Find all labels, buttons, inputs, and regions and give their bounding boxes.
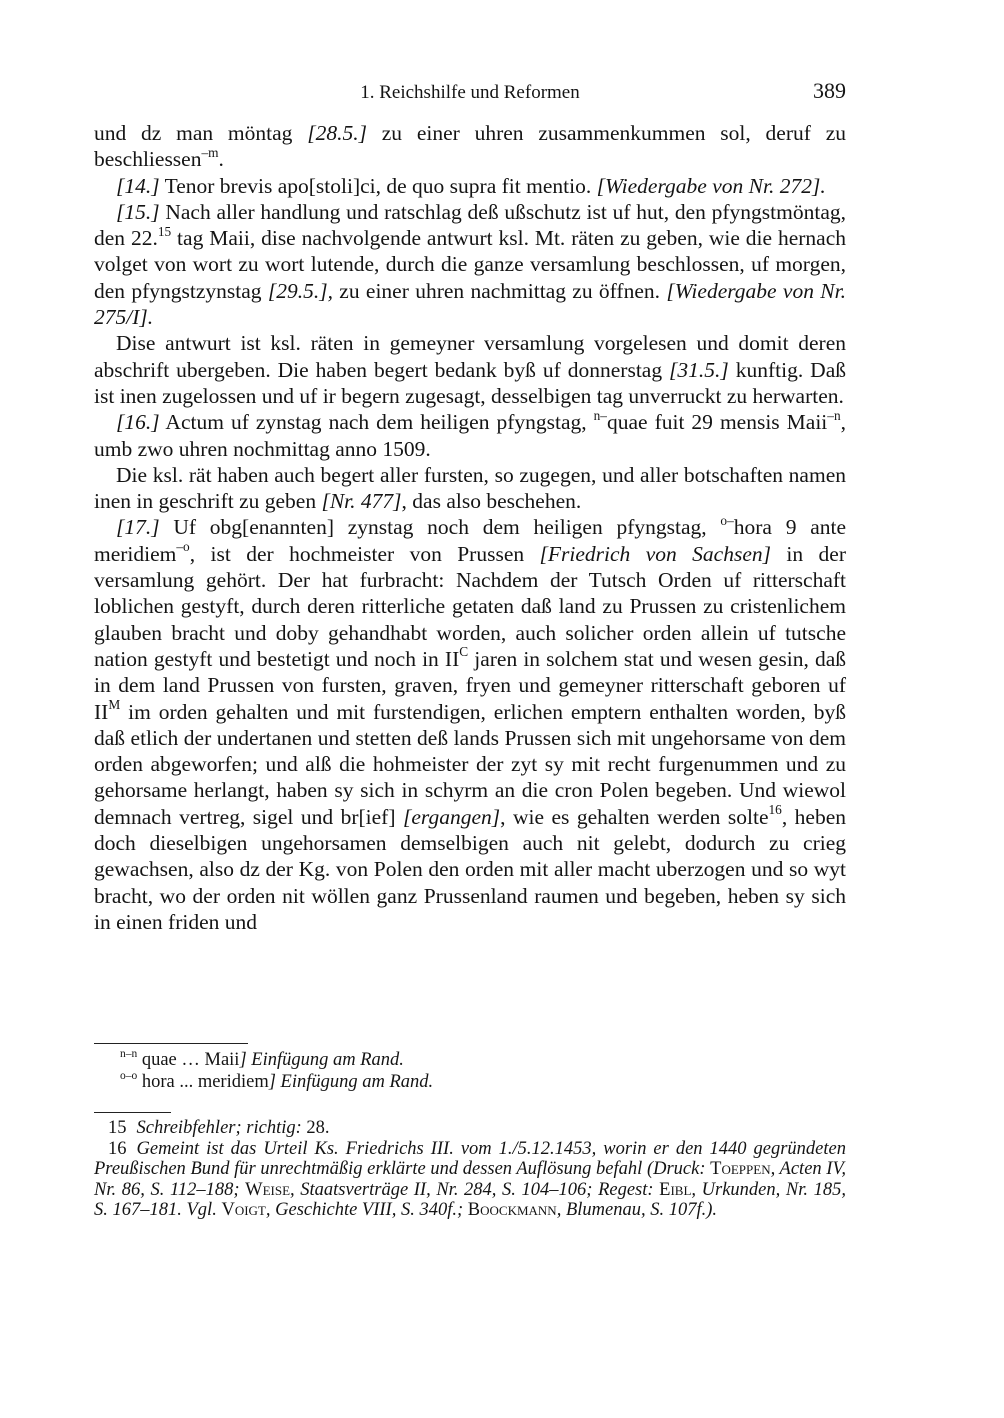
text-run: jaren in solchem stat und wesen gesin, daß in dem land Prussen von fursten, graven, fryen und gemeyner ritterschaft geboren uf II (94, 646, 847, 724)
paragraph (94, 120, 846, 173)
running-head (94, 80, 846, 108)
apparatus-divider (94, 1043, 248, 1044)
paragraph (94, 173, 846, 199)
paragraph (94, 330, 846, 409)
author-name: Toeppen (710, 1159, 771, 1179)
author-name: Weise (245, 1179, 291, 1200)
date-annotation: [29.5.], (267, 278, 333, 303)
date-annotation: [28.5.] (307, 121, 367, 145)
footnote-text: , Geschichte VIII, S. 340f.; (265, 1200, 468, 1220)
editorial-note: [Nr. 477] (321, 489, 402, 514)
footnote-text: , Blumenau, S. 107f.). (556, 1200, 717, 1220)
text-run: Dise antwurt ist ksl. räten in gemeyner versamlung vorgelesen und domit deren abschrift ubergeben. Die haben begert bedank byß uf donnerstag (94, 331, 846, 382)
section-number: [16.] (116, 410, 160, 435)
footnote-number: 16 (108, 1138, 127, 1159)
running-title: 1. Reichshilfe und Reformen (360, 82, 580, 103)
section-number: [15.] (116, 199, 160, 224)
text-run: Uf obg[enannten] zynstag noch dem heiligen pfyngstag, (159, 515, 721, 540)
paragraph (94, 409, 846, 462)
apparatus-mark: n– (593, 407, 607, 423)
roman-superscript: M (108, 697, 121, 713)
text-run: , das also beschehen. (401, 489, 582, 514)
text-run: im orden gehalten und mit furstendigen, erlichen emptern enthalten worden, byß daß etlich der undertanen und stetten deß lands Prussen sich mit ungehorsame von dem orden abgeworfen; und alß die hohmeister der zyt sy mit recht furgenummen und zu gehorsame herlangt, haben sy sich in schyrm an die cron Polen begeben. Und wiewol demnach vertreg, sigel und br[ief] (94, 699, 846, 829)
text-run: zu einer uhren zusammenkummen sol, deruf zu beschliessen (94, 121, 846, 172)
author-name: Eibl (659, 1179, 692, 1200)
section-number: [14.] (116, 173, 160, 198)
footnote (94, 1139, 846, 1221)
footnote-ref: 16 (768, 802, 782, 818)
footnote-divider (94, 1112, 171, 1113)
page-number: 389 (813, 78, 846, 103)
editorial-note: [Friedrich von Sachsen] (539, 541, 771, 566)
apparatus-mark: –n (827, 407, 841, 423)
footnote-text: 28. (301, 1118, 330, 1138)
text-run: Actum uf zynstag nach dem heiligen pfyngstag, (159, 410, 594, 435)
critical-apparatus (94, 1049, 846, 1093)
apparatus-lemma: hora ... meridiem (137, 1072, 269, 1092)
footnote-text: , Staatsverträge II, Nr. 284, S. 104–106; Regest: (290, 1179, 660, 1200)
text-run: . (218, 147, 224, 172)
apparatus-lemma: quae … Maii (137, 1050, 240, 1070)
footnote-number: 15 (108, 1118, 127, 1138)
apparatus-mark: –o (176, 539, 190, 555)
author-name: Boockmann (467, 1200, 557, 1220)
text-run: und dz man möntag (94, 121, 308, 145)
apparatus-mark: –m (201, 144, 219, 160)
editorial-note: [Wiedergabe von Nr. 275/I]. (94, 278, 846, 330)
text-run: tag Maii, dise nachvolgende antwurt ksl. Mt. räten zu geben, wie die hernach volget von wort zu wort lutende, durch die ganze versamlung beschlossen, uf morgen, den pfyngstzynstag (94, 226, 847, 303)
text-run: , ist der hochmeister von Prussen (189, 541, 540, 566)
roman-superscript: C (459, 644, 469, 660)
text-run: in der versamlung gehört. Der hat furbracht: Nachdem der Tutsch Orden uf ritterschaft loblichen gestyft, durch deren ritterliche getaten daß land zu Prussen zu cristenlichem glauben bracht und doby gehandhabt worden, auch solicher orden allein uf tutsche nation gestyft und bestetigt und noch in II (94, 541, 846, 671)
apparatus-sigla: n–n (120, 1047, 138, 1060)
editorial-note: [Wiedergabe von Nr. 272]. (596, 173, 826, 198)
footnote-text: Gemeint ist das Urteil Ks. Friedrichs III. vom 1./5.12.1453, worin er den 1440 gegründeten Preußischen Bund für unrechtmäßig erklärte und dessen Auflösung befahl (Druck: (94, 1138, 846, 1179)
footnote-ref: 15 (157, 223, 172, 239)
apparatus-note: ] Einfügung am Rand. (268, 1072, 434, 1092)
footnote-text: , Urkunden, Nr. 185, S. 167–181. Vgl. (94, 1179, 846, 1220)
apparatus-entry (94, 1071, 846, 1093)
author-name: Voigt (221, 1200, 266, 1220)
main-text (94, 120, 846, 935)
apparatus-mark: o– (720, 512, 734, 528)
paragraph (94, 199, 846, 330)
text-run: hora 9 ante meridiem (94, 515, 847, 566)
footnotes (94, 1118, 846, 1221)
text-run: , wie es gehalten werden solte (500, 804, 769, 829)
text-run: , umb zwo uhren nochmittag anno 1509. (94, 410, 846, 461)
apparatus-note: ] Einfügung am Rand. (239, 1050, 404, 1070)
text-run: zu einer uhren nachmittag zu öffnen. (332, 278, 667, 303)
apparatus-entry (94, 1049, 846, 1071)
text-run: , heben doch dieselbigen ungehorsamen demselbigen auch nit gelebt, dodurch zu crieg gewachsen, also dz der Kg. von Polen den orden mit aller macht uberzogen und so wyt bracht, wo der orden nit wöllen ganz Prussenland raumen und begeben, heben sy sich in einen friden und (94, 804, 846, 934)
footnote-text: , Acten IV, Nr. 86, S. 112–188; (94, 1159, 847, 1200)
paragraph (94, 514, 846, 935)
editorial-note: [ergangen] (402, 804, 501, 829)
section-number: [17.] (116, 515, 160, 540)
text-run: Nach aller handlung und ratschlag deß ußschutz ist uf hut, den pfyngstmöntag, den 22. (94, 199, 846, 251)
text-run: Die ksl. rät haben auch begert aller fursten, so zugegen, und aller botschaften namen inen in geschrift zu geben (94, 462, 846, 514)
text-run: kunftig. Daß ist inen zugelossen und uf ir begern zugesagt, desselbigen tag unverruckt zu herwarten. (94, 357, 846, 408)
paragraph (94, 462, 846, 515)
text-run: quae fuit 29 mensis Maii (606, 410, 828, 435)
apparatus-sigla: o–o (120, 1069, 138, 1082)
text-run: Tenor brevis apo[stoli]ci, de quo supra fit mentio. (159, 173, 597, 198)
footnote (94, 1118, 846, 1139)
date-annotation: [31.5.] (669, 357, 729, 382)
footnote-text: Schreibfehler; richtig: (136, 1118, 302, 1138)
